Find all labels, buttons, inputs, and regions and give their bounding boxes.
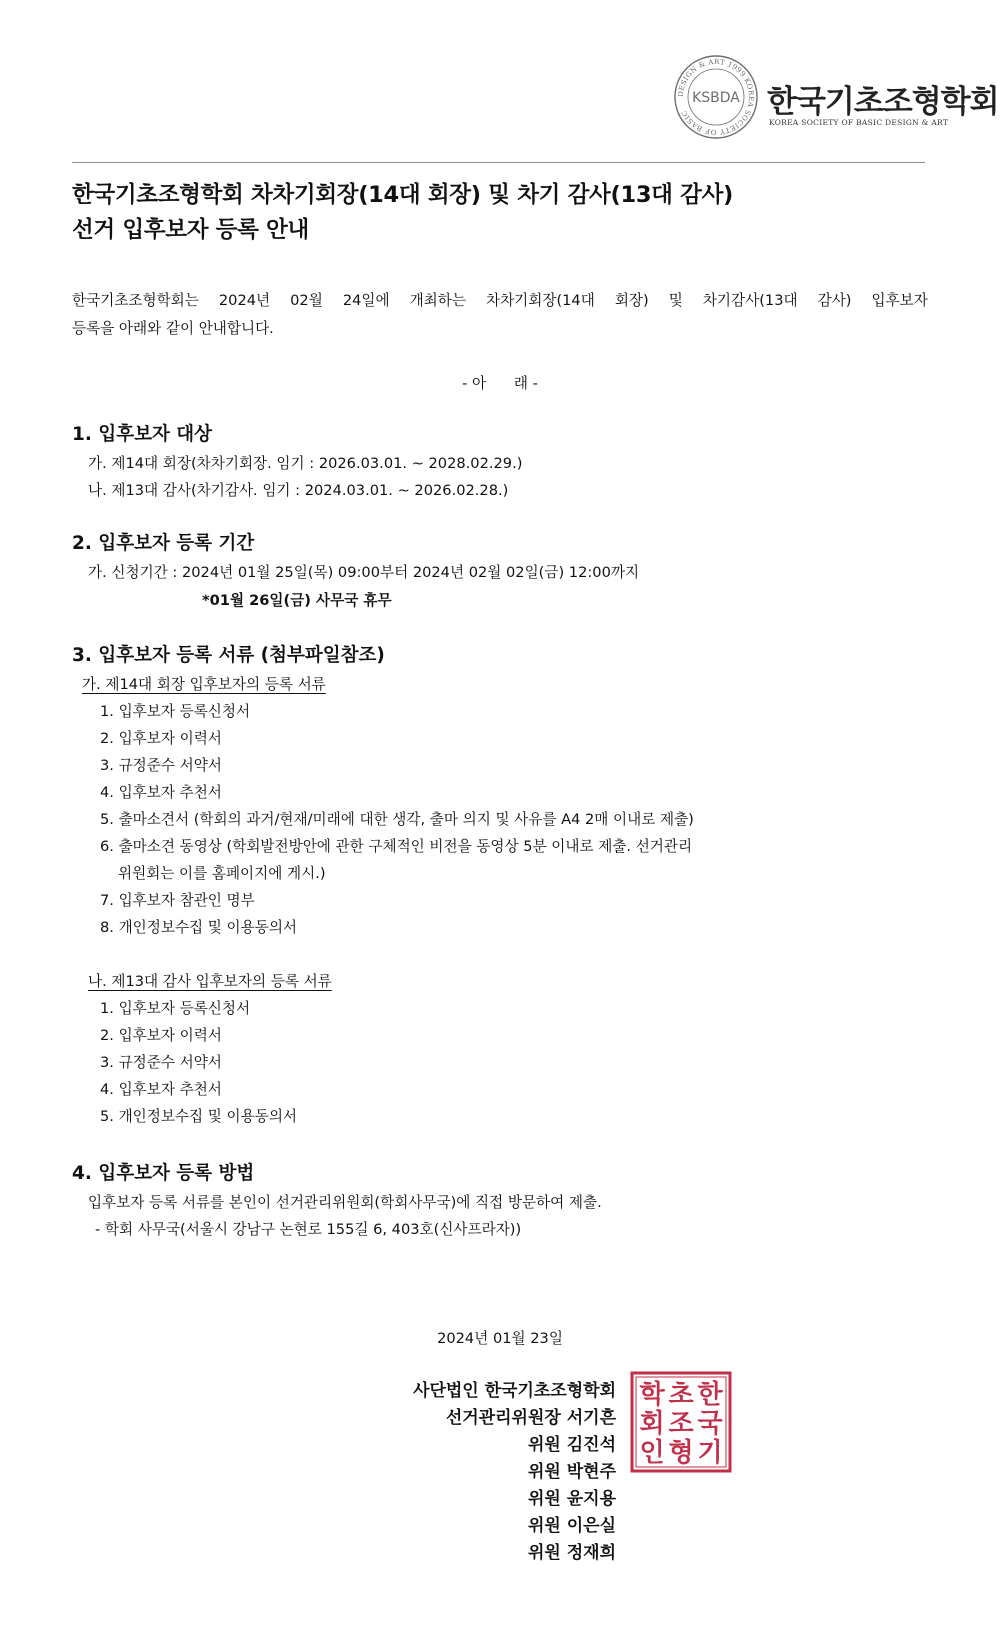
intro-paragraph <box>72 287 928 343</box>
intro-word: 및 <box>668 292 683 309</box>
official-seal-stamp <box>630 1371 732 1473</box>
seal-char: 한 <box>697 1380 723 1410</box>
section-2-heading: 2. 입후보자 등록 기간 <box>72 533 255 554</box>
intro-word: 차차기회장(14대 <box>485 292 595 309</box>
intro-word: 입후보자 <box>871 292 928 309</box>
office-closed-note: *01월 26일(금) 사무국 휴무 <box>202 592 392 609</box>
group-a-item: 5. 출마소견서 (학회의 과거/현재/미래에 대한 생각, 출마 의지 및 사유를 A4 2매 이내로 제출) <box>100 811 694 828</box>
signatory-chair: 선거관리위원장 서기흔 <box>445 1408 616 1428</box>
signatory-member: 위원 정재희 <box>527 1543 616 1563</box>
intro-word: 개최하는 <box>409 292 466 309</box>
intro-word: 회장) <box>614 292 649 309</box>
group-b-item: 1. 입후보자 등록신청서 <box>100 1000 251 1017</box>
document-date: 2024년 01월 23일 <box>437 1330 563 1347</box>
intro-word: 한국기초조형학회는 <box>72 292 199 309</box>
header-divider <box>72 162 925 163</box>
group-a-title: 가. 제14대 회장 입후보자의 등록 서류 <box>82 676 326 693</box>
intro-word: 2024년 <box>218 292 271 309</box>
seal-char: 조 <box>668 1409 694 1439</box>
group-a-item: 3. 규정준수 서약서 <box>100 757 222 774</box>
title-line-2: 선거 입후보자 등록 안내 <box>72 217 309 243</box>
registration-period: 가. 신청기간 : 2024년 01월 25일(목) 09:00부터 2024년 02월 02일(금) 12:00까지 <box>88 564 640 581</box>
group-a-item: 2. 입후보자 이력서 <box>100 730 222 747</box>
group-b-item: 3. 규정준수 서약서 <box>100 1054 222 1071</box>
office-address: - 학회 사무국(서울시 강남구 논현로 155길 6, 403호(신사프라자)) <box>95 1221 522 1238</box>
seal-char: 형 <box>668 1438 694 1468</box>
section-1-heading: 1. 입후보자 대상 <box>72 424 213 445</box>
group-b-title: 나. 제13대 감사 입후보자의 등록 서류 <box>88 973 332 990</box>
group-a-item-continued: 위원회는 이를 홈페이지에 게시.) <box>118 865 326 882</box>
section-1-item: 나. 제13대 감사(차기감사. 임기 : 2024.03.01. ~ 2026.02.28.) <box>88 482 509 499</box>
society-logo <box>673 52 999 142</box>
signatory-member: 위원 박현주 <box>527 1462 616 1482</box>
seal-char: 기 <box>697 1438 723 1468</box>
signatory-member: 위원 이은실 <box>527 1516 616 1536</box>
group-b-item: 2. 입후보자 이력서 <box>100 1027 222 1044</box>
group-b-item: 5. 개인정보수집 및 이용동의서 <box>100 1108 298 1125</box>
logo-english-name: KOREA SOCIETY OF BASIC DESIGN & ART <box>769 118 949 127</box>
signatory-member: 위원 김진석 <box>527 1435 616 1455</box>
intro-word: 차기감사(13대 <box>702 292 798 309</box>
page-title <box>72 178 733 248</box>
group-a-item: 1. 입후보자 등록신청서 <box>100 703 251 720</box>
logo-korean-name: 한국기초조형학회 <box>767 84 999 120</box>
signatory-member: 위원 윤지용 <box>527 1489 616 1509</box>
section-1-item: 가. 제14대 회장(차차기회장. 임기 : 2026.03.01. ~ 2028.02.29.) <box>88 455 523 472</box>
group-a-item: 7. 입후보자 참관인 명부 <box>100 892 255 909</box>
signatory-organization: 사단법인 한국기초조형학회 <box>413 1381 616 1401</box>
group-a-item: 8. 개인정보수집 및 이용동의서 <box>100 919 298 936</box>
intro-word: 24일에 <box>342 292 390 309</box>
ksbda-seal-icon <box>673 54 759 140</box>
section-4-heading: 4. 입후보자 등록 방법 <box>72 1163 255 1184</box>
seal-char: 학 <box>639 1380 665 1410</box>
intro-word: 02월 <box>290 292 323 309</box>
group-a-item: 4. 입후보자 추천서 <box>100 784 222 801</box>
intro-line-1 <box>72 287 928 315</box>
seal-char: 초 <box>668 1380 694 1410</box>
seal-abbr: KSBDA <box>692 90 740 106</box>
notice-mark: - 아 래 - <box>462 375 538 392</box>
intro-word: 감사) <box>817 292 852 309</box>
registration-method: 입후보자 등록 서류를 본인이 선거관리위원회(학회사무국)에 직접 방문하여 제출. <box>88 1194 602 1211</box>
intro-line-2: 등록을 아래와 같이 안내합니다. <box>72 320 274 337</box>
title-line-1: 한국기초조형학회 차차기회장(14대 회장) 및 차기 감사(13대 감사) <box>72 182 733 208</box>
group-a-item: 6. 출마소견 동영상 (학회발전방안에 관한 구체적인 비전을 동영상 5분 이내로 제출. 선거관리 <box>100 838 693 855</box>
seal-ring-text: DESIGN & ART 1999 KOREA SOCIETY OF BASIC <box>676 57 756 137</box>
group-b-item: 4. 입후보자 추천서 <box>100 1081 222 1098</box>
seal-char: 국 <box>697 1409 723 1439</box>
seal-char: 인 <box>639 1438 665 1468</box>
section-3-heading: 3. 입후보자 등록 서류 (첨부파일참조) <box>72 645 385 666</box>
seal-char: 회 <box>639 1409 665 1439</box>
